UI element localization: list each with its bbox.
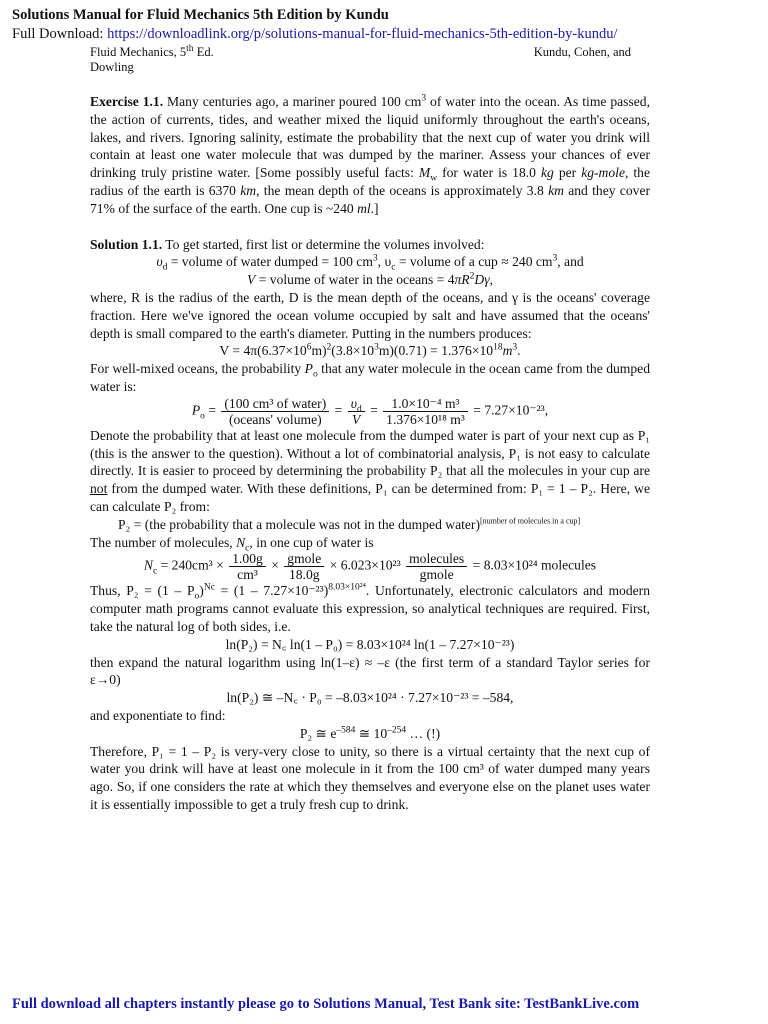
footer-banner[interactable]: Full download all chapters instantly please go to Solutions Manual, Test Bank site: TestBankLive.com <box>12 996 640 1012</box>
exercise-text: for water is 18.0 <box>437 165 541 181</box>
exercise-label: Exercise 1.1. <box>90 94 164 109</box>
exponentiate-text: and exponentiate to find: <box>90 707 226 723</box>
sup: 18 <box>493 342 503 353</box>
sup: 3 <box>552 253 558 264</box>
sup: 2 <box>469 271 475 282</box>
exercise-text: .] <box>370 200 379 216</box>
where-paragraph: where, R is the radius of the earth, D is the mean depth of the oceans, and γ is the oceans' coverage fraction. Here we've ignored the ocean volume occupied by salt and have assumed that the oceans' depth is small compared to the earth's diameter. Putting in the numbers produces: <box>90 289 650 341</box>
eq-text: ≅ 10 <box>355 725 388 741</box>
exercise-paragraph <box>90 93 650 218</box>
running-head-authors: Kundu, Cohen, and <box>533 45 631 59</box>
symbol: M <box>418 165 431 181</box>
numerator: molecules <box>406 551 467 567</box>
denote-paragraph <box>90 427 650 516</box>
eq-text: = <box>331 402 346 418</box>
symbol: V <box>352 411 361 427</box>
symbol: πR <box>454 272 470 288</box>
well-mixed-paragraph <box>90 360 650 396</box>
eq-text: = 8.03×10²⁴ molecules <box>469 557 597 573</box>
thus-paragraph <box>90 582 650 635</box>
sub: o <box>194 592 200 603</box>
fraction <box>406 551 467 582</box>
eq-text: P₂ ≅ e <box>299 725 337 741</box>
page-header <box>12 6 618 44</box>
denominator <box>348 412 365 427</box>
solution-text: To get started, first list or determine the volumes involved: <box>162 236 485 252</box>
text: ) <box>199 583 204 599</box>
numerator <box>348 395 365 415</box>
equation-po <box>90 396 650 427</box>
fraction <box>348 396 365 427</box>
running-head <box>90 45 631 75</box>
numerator: (100 cm³ of water) <box>221 396 329 412</box>
eq-text: , υ <box>377 254 392 270</box>
download-label: Full Download: <box>12 26 108 42</box>
denominator: cm³ <box>237 567 258 583</box>
fraction <box>284 551 324 582</box>
solution-label: Solution 1.1. <box>90 236 163 252</box>
therefore-paragraph: Therefore, P₁ = 1 – P₂ is very-very close to unity, so there is a virtual certainty that the next cup of water you drink will have at least one molecule in it from the 100 cm³ of water dumped many years ago. So, if one considers the rate at which they themselves and everyone else on the planet uses water it is essentially impossible to get a truly fresh cup to drink. <box>90 743 650 812</box>
exercise-text: Many centuries ago, a mariner poured 100 cm <box>163 94 422 109</box>
text: For well-mixed oceans, the probability <box>90 361 305 377</box>
text: Denote the probability that at least one molecule from the dumped water is part of your next cup as P₁ (this is the answer to the question). Without a lot of combinatorial analysis, P₁ is not easy to calculate directly. It is easier to proceed by determining the probability P₂ that all the molecules in your cup are <box>90 427 650 479</box>
eq-text: … (!) <box>406 725 441 741</box>
equation-ocean-volume <box>90 271 650 289</box>
text: = (1 – 7.27×10⁻²³) <box>214 583 329 599</box>
unit: m <box>502 343 513 359</box>
emphasis: not <box>90 481 108 497</box>
eq-text: = <box>366 402 382 418</box>
sup: –584 <box>336 725 356 736</box>
unit: kg <box>540 165 554 181</box>
sub: w <box>430 173 438 184</box>
main-content <box>90 93 650 814</box>
text: The number of molecules, <box>90 534 237 550</box>
symbol: Dγ <box>474 272 490 288</box>
sub: o <box>312 369 318 380</box>
sup: 8.03×10²⁴ <box>328 582 366 593</box>
equation-nc <box>90 551 650 582</box>
sup: –254 <box>387 725 407 736</box>
eq-text: , and <box>557 254 584 270</box>
text: that any water molecule in the ocean came from the dumped water is: <box>90 361 650 394</box>
numerator: 1.0×10⁻⁴ m³ <box>383 396 468 412</box>
exercise-text: , the radius of the earth is 6370 <box>90 165 651 198</box>
eq-text: = volume of a cup ≈ 240 cm <box>395 254 553 270</box>
exercise-text: , the mean depth of the oceans is approximately 3.8 <box>256 182 549 198</box>
eq-text: = 240cm³ × <box>157 557 228 573</box>
solution-intro <box>90 236 650 254</box>
spacer <box>90 218 650 236</box>
book-title: Fluid Mechanics, 5 <box>90 45 187 59</box>
unit: km <box>240 182 257 198</box>
symbol: N <box>143 557 153 573</box>
equation-ln: ln(P₂) = N꜀ ln(1 – P₀) = 8.03×10²⁴ ln(1 – 7.27×10⁻²³) <box>225 636 515 652</box>
running-head-author-line2: Dowling <box>90 60 134 74</box>
symbol: P <box>304 361 313 377</box>
text: from the dumped water. With these definitions, P₁ can be determined from: P₁ = 1 – P₂. Here, we can calculate P₂ from: <box>90 481 650 514</box>
equation-volumes <box>90 253 650 274</box>
unit: kg-mole <box>581 165 625 181</box>
sub: c <box>152 566 158 577</box>
sup: 3 <box>512 342 518 353</box>
edition-text: Ed. <box>193 45 214 59</box>
text: , in one cup of water is <box>249 534 374 550</box>
p2-definition <box>90 516 650 534</box>
sub: d <box>162 263 168 274</box>
eq-text: × 6.023×10²³ <box>326 557 405 573</box>
text: Thus, P₂ = (1 – P <box>90 583 195 599</box>
eq-text: = volume of water in the oceans = 4 <box>255 272 455 288</box>
sub: d <box>356 404 362 415</box>
sup: 3 <box>374 342 379 353</box>
fraction <box>221 396 329 427</box>
symbol: V <box>247 272 256 288</box>
text: . Unfortunately, electronic calculators and modern computer math programs cannot evaluate this expression, so analytical techniques are required. First, take the natural log of both sides, i.e. <box>90 583 650 634</box>
exercise-text: per <box>553 165 582 181</box>
edition-sup: th <box>186 43 194 54</box>
eq-text: . <box>517 343 521 359</box>
symbol: υ <box>156 254 163 270</box>
denominator: 18.0g <box>288 567 320 583</box>
fraction <box>229 551 266 582</box>
eq-text: = volume of water dumped = 100 cm <box>167 254 373 270</box>
eq-text: × <box>267 557 283 573</box>
eq-text: V = 4π(6.37×10 <box>219 343 307 359</box>
nc-intro <box>90 534 650 552</box>
sub: c <box>245 543 250 554</box>
denominator: 1.376×10¹⁸ m³ <box>386 411 465 427</box>
sub: c <box>391 263 396 274</box>
equation-ln-approx: ln(P₂) ≅ –N꜀ · P₀ = –8.03×10²⁴ · 7.27×10⁻²³ = –584, <box>226 690 514 706</box>
download-line <box>12 25 618 44</box>
eq-text: = <box>204 402 220 418</box>
document-title: Solutions Manual for Fluid Mechanics 5th Edition by Kundu <box>12 7 389 23</box>
sup: 3 <box>372 253 378 264</box>
symbol: P <box>191 402 201 418</box>
sup: [number of molecules in a cup] <box>479 516 581 526</box>
exercise-text: and they cover 71% of the surface of the earth. One cup is ~240 <box>90 182 650 216</box>
eq-text: m) <box>311 343 327 359</box>
equation-p2-result <box>90 725 650 743</box>
numerator: 1.00g <box>229 551 266 567</box>
sup: 6 <box>306 342 312 353</box>
sup: 2 <box>326 342 332 353</box>
eq-text: = 7.27×10⁻²³, <box>469 402 549 418</box>
unit: ml <box>357 200 371 216</box>
denominator: gmole <box>419 567 454 583</box>
sup: 3 <box>421 93 427 104</box>
unit: km <box>548 182 564 198</box>
fraction <box>383 396 468 427</box>
eq-text: , <box>489 272 493 288</box>
numerator: gmole <box>284 551 324 567</box>
equation-numbers <box>90 342 650 360</box>
sup: Nc <box>203 582 215 593</box>
eq-text: (3.8×10 <box>331 343 375 359</box>
eq-text: m)(0.71) = 1.376×10 <box>378 343 494 359</box>
symbol: υ <box>350 395 357 411</box>
denominator: (oceans' volume) <box>228 411 322 427</box>
text: P₂ = (the probability that a molecule was not in the dumped water) <box>118 516 480 532</box>
exercise-text: of water into the ocean. As time passed, the action of currents, tides, and weather mixed the liquid uniformly throughout the earth's oceans, lakes, and rivers. Ignoring salinity, estimate the probability that the next cup of water you drink will contain at least one water molecule that was dumped by the mariner. Assess your chances of ever drinking truly pristine water. [Some possibly useful facts: <box>90 94 650 181</box>
download-link[interactable]: https://downloadlink.org/p/solutions-manual-for-fluid-mechanics-5th-edition-by-kundu/ <box>107 26 618 42</box>
symbol: N <box>236 534 246 550</box>
sub: o <box>200 411 205 422</box>
expand-paragraph: then expand the natural logarithm using ln(1–ε) ≈ –ε (the first term of a standard Taylor series for ε→0) <box>90 654 650 688</box>
